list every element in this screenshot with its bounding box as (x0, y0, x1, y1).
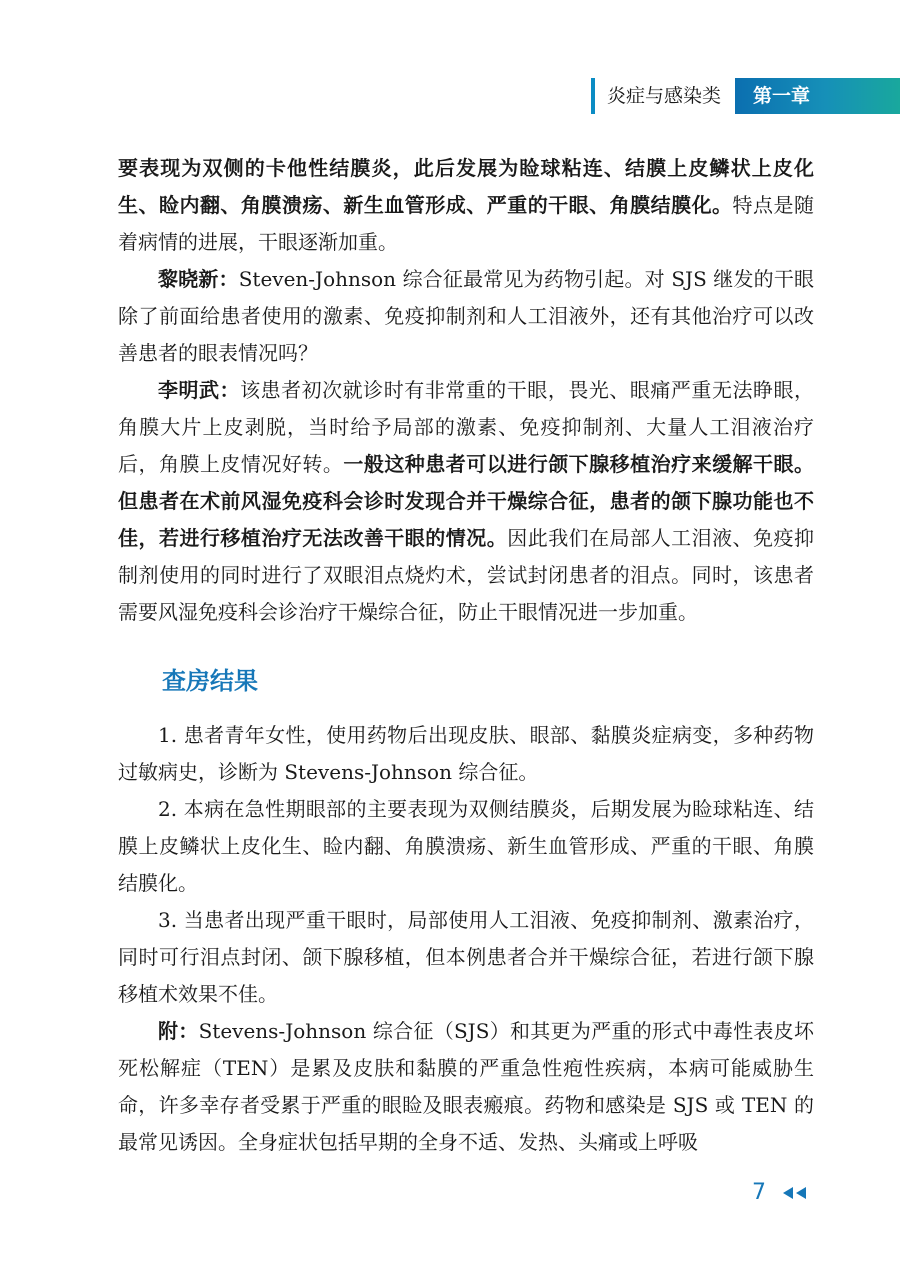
header-chapter-label: 第一章 (735, 78, 900, 114)
result-item: 2. 本病在急性期眼部的主要表现为双侧结膜炎，后期发展为睑球粘连、结膜上皮鳞状上皮化生、睑内翻、角膜溃疡、新生血管形成、严重的干眼、角膜结膜化。 (118, 797, 814, 895)
body-text: 因此我们在局部人工泪液、免疫抑制剂使用的同时进行了双眼泪点烧灼术，尝试封闭患者的泪点。同时，该患者需要风湿免疫科会诊治疗干燥综合征，防止干眼情况进一步加重。 (118, 526, 815, 624)
paragraph-dialogue (118, 261, 814, 372)
double-left-triangle-icon (782, 1186, 808, 1200)
body-text: Steven-Johnson 综合征最常见为药物引起。对 SJS 继发的干眼除了前面给患者使用的激素、免疫抑制剂和人工泪液外，还有其他治疗可以改善患者的眼表情况吗？ (118, 267, 814, 365)
paragraph-continued (118, 150, 814, 261)
result-item: 3. 当患者出现严重干眼时，局部使用人工泪液、免疫抑制剂、激素治疗，同时可行泪点封闭、颌下腺移植，但本例患者合并干燥综合征，若进行颌下腺移植术效果不佳。 (118, 908, 814, 1006)
header-section-title: 炎症与感染类 (606, 85, 721, 107)
body-text: Stevens-Johnson 综合征（SJS）和其更为严重的形式中毒性表皮坏死松解症（TEN）是累及皮肤和黏膜的严重急性疱性疾病，本病可能威胁生命，许多幸存者受累于严重的眼睑及眼表瘢痕。药物和感染是 SJS 或 TEN 的最常见诱因。全身症状包括早期的全身不适、发热、头痛或上呼吸 (118, 1019, 814, 1154)
paragraph-dialogue (118, 372, 814, 631)
running-header (591, 78, 900, 114)
bold-text: 一般这种患者可以进行颌下腺移植治疗来缓解干眼。但患者在术前风湿免疫科会诊时发现合并干燥综合征，患者的颌下腺功能也不佳，若进行移植治疗无法改善干眼的情况。 (118, 452, 815, 550)
body-text: 该患者初次就诊时有非常重的干眼，畏光、眼痛严重无法睁眼，角膜大片上皮剥脱，当时给予局部的激素、免疫抑制剂、大量人工泪液治疗后，角膜上皮情况好转。 (118, 378, 815, 476)
header-accent-bar (591, 78, 595, 114)
speaker-name: 李明武： (158, 378, 241, 402)
page-footer (752, 1180, 808, 1205)
body-text: 特点是随着病情的进展，干眼逐渐加重。 (118, 193, 815, 254)
bold-text: 要表现为双侧的卡他性结膜炎，此后发展为睑球粘连、结膜上皮鳞状上皮化生、睑内翻、角膜溃疡、新生血管形成、严重的干眼、角膜结膜化。 (118, 156, 814, 217)
appendix-label: 附： (158, 1019, 199, 1043)
result-item: 1. 患者青年女性，使用药物后出现皮肤、眼部、黏膜炎症病变，多种药物过敏病史，诊断为 Stevens-Johnson 综合征。 (118, 723, 814, 784)
page-number: 7 (752, 1180, 766, 1205)
section-heading: 查房结果 (162, 667, 258, 695)
speaker-name: 黎晓新： (158, 267, 239, 291)
appendix-paragraph (118, 1013, 814, 1161)
page-body (118, 150, 814, 1161)
